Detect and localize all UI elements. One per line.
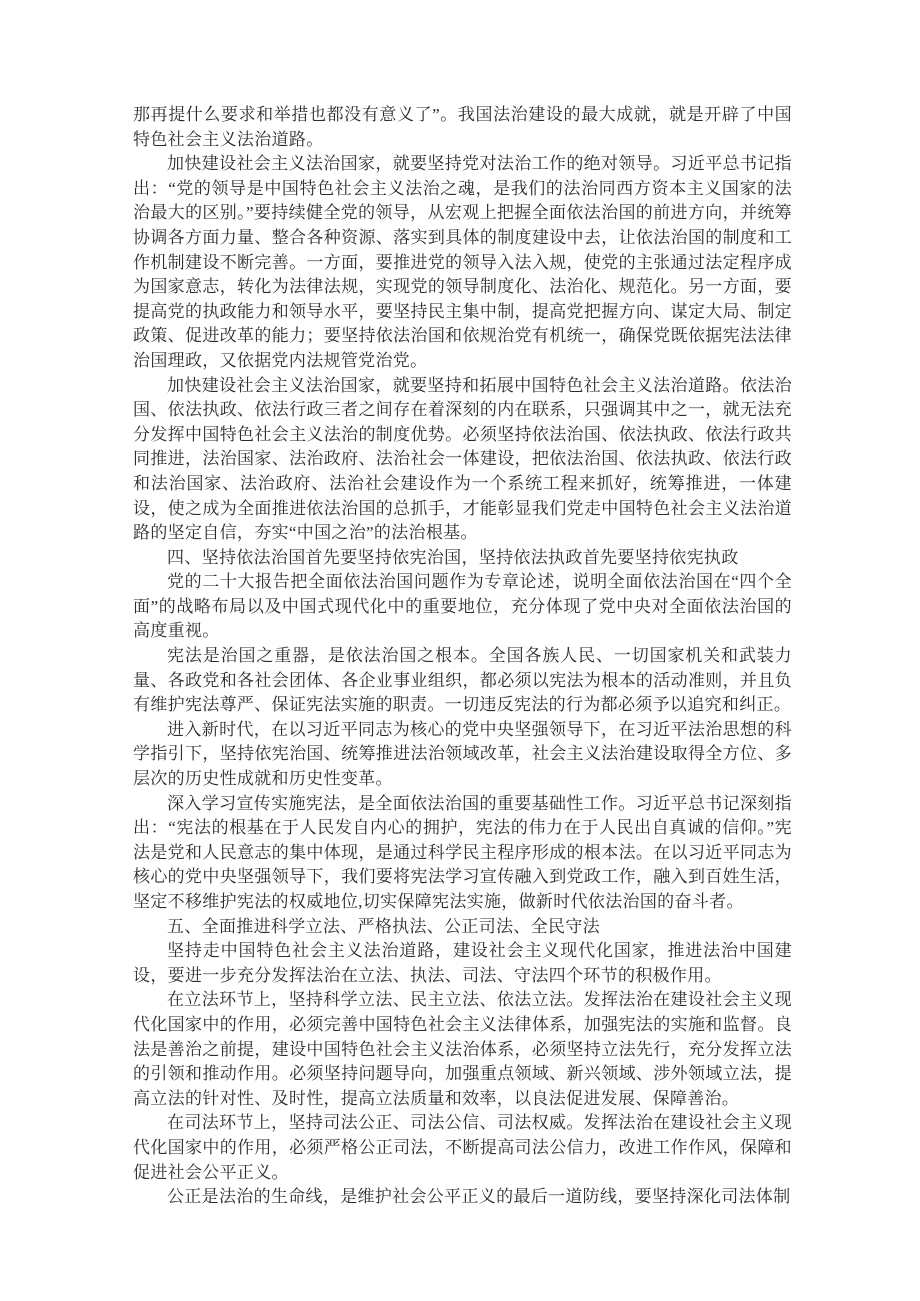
paragraph: 在司法环节上，坚持司法公正、司法公信、司法权威。发挥法治在建设社会主义现代化国家中的作用，必须严格公正司法，不断提高司法公信力，改进工作作风，保障和促进社会公平正义。 xyxy=(133,1113,792,1182)
paragraph: 宪法是治国之重器，是依法治国之根本。全国各族人民、一切国家机关和武装力量、各政党和各社会团体、各企业事业组织，都必须以宪法为根本的活动准则，并且负有维护宪法尊严、保证宪法实施的职责。一切违反宪法的行为都必须予以追究和纠正。 xyxy=(133,646,792,715)
paragraph: 坚持走中国特色社会主义法治道路，建设社会主义现代化国家，推进法治中国建设，要进一步充分发挥法治在立法、执法、司法、守法四个环节的积极作用。 xyxy=(133,941,792,985)
paragraph: 在立法环节上，坚持科学立法、民主立法、依法立法。发挥法治在建设社会主义现代化国家中的作用，必须完善中国特色社会主义法律体系，加强宪法的实施和监督。良法是善治之前提，建设中国特色社会主义法治体系，必须坚持立法先行，充分发挥立法的引领和推动作用。必须坚持问题导向，加强重点领域、新兴领域、涉外领域立法，提高立法的针对性、及时性，提高立法质量和效率，以良法促进发展、保障善治。 xyxy=(133,990,792,1108)
paragraph: 进入新时代，在以习近平同志为核心的党中央坚强领导下，在习近平法治思想的科学指引下，坚持依宪治国、统筹推进法治领域改革，社会主义法治建设取得全方位、多层次的历史性成就和历史性变革。 xyxy=(133,719,792,789)
paragraph: 党的二十大报告把全面依法治国问题作为专章论述，说明全面依法治国在“四个全面”的战略布局以及中国式现代化中的重要地位，充分体现了党中央对全面依法治国的高度重视。 xyxy=(133,572,792,641)
text-column xyxy=(133,103,792,1210)
section-heading: 四、坚持依法治国首先要坚持依宪治国，坚持依法执政首先要坚持依宪执政 xyxy=(167,547,739,567)
paragraph: 公正是法治的生命线，是维护社会公平正义的最后一道防线，要坚持深化司法体制 xyxy=(167,1187,791,1207)
paragraph: 那再提什么要求和举措也都没有意义了”。我国法治建设的最大成就，就是开辟了中国特色社会主义法治道路。 xyxy=(133,105,792,149)
paragraph: 深入学习宣传实施宪法，是全面依法治国的重要基础性工作。习近平总书记深刻指出：“宪法的根基在于人民发自内心的拥护，宪法的伟力在于人民出自真诚的信仰。”宪法是党和人民意志的集中体现，是通过科学民主程序形成的根本法。在以习近平同志为核心的党中央坚强领导下，我们要将宪法学习宣传融入到党政工作，融入到百姓生活，坚定不移维护宪法的权威地位,切实保障宪法实施，做新时代依法治国的奋斗者。 xyxy=(133,793,792,911)
paragraph: 加快建设社会主义法治国家，就要坚持和拓展中国特色社会主义法治道路。依法治国、依法执政、依法行政三者之间存在着深刻的内在联系，只强调其中之一，就无法充分发挥中国特色社会主义法治的制度优势。必须坚持依法治国、依法执政、依法行政共同推进，法治国家、法治政府、法治社会一体建设，把依法治国、依法执政、依法行政和法治国家、法治政府、法治社会建设作为一个系统工程来抓好，统筹推进，一体建设，使之成为全面推进依法治国的总抓手，才能彰显我们党走中国特色社会主义法治道路的坚定自信，夯实“中国之治”的法治根基。 xyxy=(133,375,792,543)
paragraph: 加快建设社会主义法治国家，就要坚持党对法治工作的绝对领导。习近平总书记指出：“党的领导是中国特色社会主义法治之魂，是我们的法治同西方资本主义国家的法治最大的区别。”要持续健全党的领导，从宏观上把握全面依法治国的前进方向，并统筹协调各方面力量、整合各种资源、落实到具体的制度建设中去，让依法治国的制度和工作机制建设不断完善。一方面，要推进党的领导入法入规，使党的主张通过法定程序成为国家意志，转化为法律法规，实现党的领导制度化、法治化、规范化。另一方面，要提高党的执政能力和领导水平，要坚持民主集中制，提高党把握方向、谋定大局、制定政策、促进改革的能力；要坚持依法治国和依规治党有机统一，确保党既依据宪法法律治国理政，又依据党内法规管党治党。 xyxy=(133,154,792,370)
section-heading: 五、全面推进科学立法、严格执法、公正司法、全民守法 xyxy=(167,916,600,936)
